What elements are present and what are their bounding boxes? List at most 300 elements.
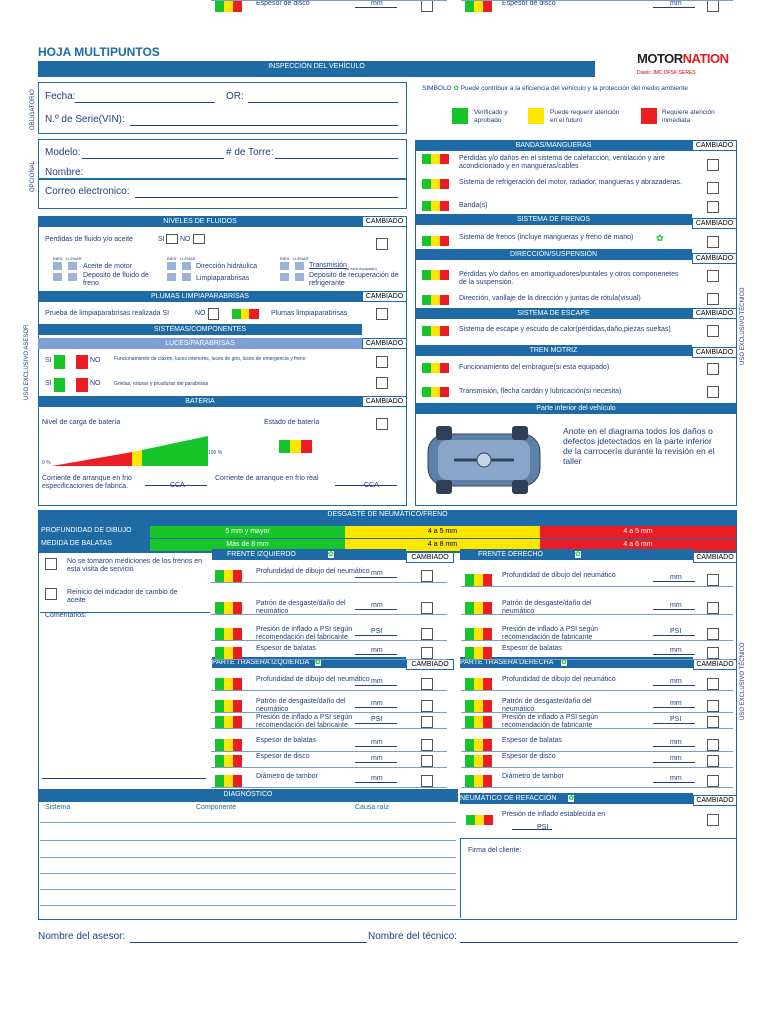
fi-cambiado-checkbox-0[interactable]: [421, 570, 433, 582]
refaccion-header: [460, 793, 693, 804]
fd-unit-0: mm: [670, 574, 682, 581]
vehicle-underside-diagram[interactable]: [424, 424, 544, 496]
comentarios-area[interactable]: [40, 612, 210, 784]
pct-100: 100 %: [208, 450, 223, 456]
fd-chip-0[interactable]: [465, 574, 492, 584]
plumas-prueba-label: Prueba de limpiaparabrisas realizada SI: [45, 310, 170, 317]
fluid-chip-aceite-2: [68, 262, 77, 270]
direccion-item-2: Dirección, varillaje de la dirección y juntas de rótula(visual): [459, 295, 641, 302]
no-medidas-checkbox[interactable]: [45, 558, 57, 570]
ti-item-1: Patrón de desgaste/daño del neumático: [256, 698, 346, 713]
ti-cambiado-checkbox-3[interactable]: [421, 739, 433, 751]
bateria-cambiado-checkbox[interactable]: [376, 418, 388, 430]
battery-gauge-yellow: [132, 450, 142, 466]
refaccion-psi-unit: PSI: [537, 824, 549, 831]
fd-unit-2: PSI: [670, 628, 682, 635]
fd-row-divider-3: [461, 659, 733, 660]
bandas-item-1: Pérdidas y/o daños en el sistema de calefacción, ventilación y aire acondicionado y en mangueras/cables: [459, 155, 665, 170]
tecnico-label: Nombre del técnico:: [368, 931, 457, 942]
fluid-chip-dir-2: [182, 262, 191, 270]
leaf-icon-fi: ✿: [327, 551, 334, 558]
td-item-0: Profundidad de dibujo del neumático: [502, 676, 616, 683]
fd-row-divider-0: [461, 586, 733, 587]
simbolo-text: Puede contribuir a la eficiencia del vehículo y la protección del medio ambiente: [460, 85, 688, 92]
ti-unit-4: mm: [371, 755, 383, 762]
balatas-green: Más de 8 mm: [150, 539, 345, 551]
td-item-2: Presión de inflado a PSI según recomendación de fabricante: [502, 714, 599, 729]
fi-unit-3: mm: [371, 647, 383, 654]
perdidas-si-checkbox[interactable]: [166, 234, 178, 244]
luces-header: LUCES/PARABRISAS: [38, 338, 362, 349]
tecnico-side-label-1: USO EXCLUSIVO TÉCNICO: [740, 287, 746, 365]
fi-chip-4[interactable]: [215, 0, 242, 10]
fd-cambiado-checkbox-1[interactable]: [707, 602, 719, 614]
fi-row-divider-0: [211, 582, 447, 583]
fd-row-divider-1: [461, 614, 733, 615]
bandas-item-3: Banda(s): [459, 202, 488, 209]
plumas-cambiado-checkbox[interactable]: [376, 308, 388, 320]
nombre-label: Nombre:: [45, 167, 84, 178]
ti-cambiado-checkbox-4[interactable]: [421, 755, 433, 767]
frenos-chip[interactable]: [422, 236, 449, 246]
ti-unit-5: mm: [371, 775, 383, 782]
diagnostico-line-0[interactable]: [40, 822, 456, 823]
luces-row2-red[interactable]: [76, 378, 88, 392]
td-cambiado-checkbox-3[interactable]: [707, 739, 719, 751]
bandas-header: BANDAS/MANGUERAS: [415, 140, 692, 151]
leaf-icon-td: ✿: [560, 659, 567, 666]
balatas-label: MEDIDA DE BALATAS: [41, 540, 112, 547]
fi-cambiado-checkbox-2[interactable]: [421, 628, 433, 640]
luces-row2-green[interactable]: [54, 378, 65, 392]
logo-sub: Dianic JMC DFSK SERES: [637, 70, 696, 76]
fd-item-2: Presión de inflado a PSI según recomendación de fabricante: [502, 626, 599, 641]
fluid-chip-aceite: [53, 262, 62, 270]
direccion-1-chip[interactable]: [422, 270, 449, 280]
perdidas-no: NO: [180, 236, 191, 243]
transmision-note: (si está equipado): [345, 266, 377, 271]
td-cambiado-checkbox-1[interactable]: [707, 700, 719, 712]
legend-green-text: Verificado y aprobado: [474, 109, 508, 124]
td-chip-3[interactable]: [465, 739, 492, 749]
fi-unit-4: mm: [371, 0, 383, 7]
fluidos-cambiado-checkbox[interactable]: [376, 238, 388, 250]
ti-chip-1[interactable]: [215, 700, 242, 710]
deposito-freno-label: Deposito de fluido de freno: [83, 272, 149, 287]
inferior-header: Parte inferior del vehículo: [415, 403, 737, 414]
estado-bateria-label: Estado de batería: [264, 419, 320, 426]
ti-row-divider-3: [211, 751, 447, 752]
fi-chip-2[interactable]: [215, 628, 242, 638]
asesor-label: Nombre del asesor:: [38, 931, 126, 942]
direccion-label: Dirección hidráulica: [196, 263, 258, 270]
leaf-icon-refaccion: ✿: [568, 795, 575, 802]
ti-row-divider-4: [211, 767, 447, 768]
luces-row1-no: NO: [90, 357, 101, 364]
motriz-2-cambiado-checkbox[interactable]: [707, 386, 719, 398]
cambiado-header-direccion: CAMBIADO: [692, 253, 737, 264]
bandas-2-chip[interactable]: [422, 179, 449, 189]
fd-title: FRENTE DERECHO: [478, 551, 543, 558]
ti-title: PARTE TRASERA IZQUIERDA: [212, 659, 309, 666]
fd-chip-1[interactable]: [465, 602, 492, 612]
cambiado-header-frenos: CAMBIADO: [692, 218, 737, 229]
fd-header: [460, 549, 693, 560]
bateria-header: BATERIA: [38, 396, 362, 407]
motriz-item-2: Transmisión, flecha cardán y lubricación(si necesita): [459, 388, 622, 395]
firma-area[interactable]: [460, 838, 737, 918]
td-unit-0: mm: [670, 678, 682, 685]
divider: [38, 178, 407, 180]
inferior-text: Anote en el diagrama todos los daños o defectos jdetectados en la parte inferior de la carrocería durante la revisión en el taller: [563, 426, 715, 466]
fi-cambiado-checkbox-1[interactable]: [421, 602, 433, 614]
reinicio-checkbox[interactable]: [45, 588, 57, 600]
plumas-status-chip[interactable]: [232, 309, 259, 319]
diag-causa: Causa raíz: [355, 804, 389, 811]
fluid-chip-ref-2: [295, 273, 304, 281]
direccion-2-chip[interactable]: [422, 295, 449, 305]
fi-cambiado-checkbox-3[interactable]: [421, 647, 433, 659]
or-label: OR:: [226, 91, 244, 102]
td-chip-2[interactable]: [465, 716, 492, 726]
leaf-icon: ✿: [453, 85, 459, 92]
logo-text-2: NATION: [682, 51, 729, 66]
fecha-input[interactable]: [75, 92, 215, 103]
fi-unit-2: PSI: [371, 628, 383, 635]
cambiado-header-motriz: CAMBIADO: [692, 347, 737, 358]
asesor-input[interactable]: [130, 932, 367, 943]
td-row-divider-0: [461, 690, 733, 691]
comentarios-label: Comentarios:: [45, 612, 87, 619]
nivel-carga-label: Nivel de carga de batería: [42, 419, 121, 426]
balatas-yellow: 4 a 8 mm: [345, 539, 540, 551]
td-unit-3: mm: [670, 739, 682, 746]
tiny-bien-3: BIEN: [280, 256, 290, 261]
ti-unit-2: PSI: [371, 716, 383, 723]
td-item-1: Patrón de desgaste/daño del neumático: [502, 698, 592, 713]
cca-spec-unit: CCA: [170, 482, 185, 489]
luces-row2-si: SI: [45, 380, 52, 387]
fd-unit-4: mm: [670, 0, 682, 7]
no-medidas-label: No se tomaron mediciones de los frenos en esta visita de servicio: [67, 558, 203, 573]
legend-red-swatch: [641, 108, 657, 124]
pct-0: 0 %: [42, 460, 51, 466]
luces-row2-no: NO: [90, 380, 101, 387]
bandas-3-chip[interactable]: [422, 201, 449, 211]
ti-item-3: Espesor de balatas: [256, 737, 316, 744]
fd-cambiado-checkbox-3[interactable]: [707, 647, 719, 659]
aceite-label: Aceite de motor: [83, 263, 133, 270]
direccion-header: DIRECCIÓN/SUSPENSIÓN: [415, 249, 692, 260]
fi-unit-1: mm: [371, 602, 383, 609]
simbolo-word: SIMBOLO: [422, 85, 452, 92]
td-row-divider-3: [461, 751, 733, 752]
modelo-label: Modelo:: [45, 147, 81, 158]
fd-item-0: Profundidad de dibujo del neumático: [502, 572, 616, 579]
prof-label: PROFUNDIDAD DE DIBUJO: [41, 527, 132, 534]
ti-row-divider-0: [211, 690, 447, 691]
direccion-1-cambiado-checkbox[interactable]: [707, 270, 719, 282]
escape-chip[interactable]: [422, 326, 449, 336]
cambiado-header-bateria: CAMBIADO: [362, 396, 407, 407]
cambiado-header: CAMBIADO: [362, 216, 407, 227]
escape-item: Sistema de escape y escudo de calor(pérdidas,daño,piezas sueltas): [459, 326, 671, 333]
luces-row1-green[interactable]: [54, 355, 65, 369]
correo-input[interactable]: [135, 187, 398, 198]
td-row-divider-1: [461, 712, 733, 713]
prof-red: 4 a 5 mm: [540, 526, 736, 538]
motriz-2-chip[interactable]: [422, 387, 449, 397]
tecnico-input[interactable]: [460, 932, 738, 943]
fi-item-4: Espesor de disco: [256, 0, 310, 7]
modelo-input[interactable]: [82, 148, 224, 159]
asesor-side-label: USO EXCLUSIVO ASESOR: [24, 324, 30, 400]
motriz-header: TREN MOTRIZ: [415, 345, 692, 356]
td-cambiado-checkbox-0[interactable]: [707, 678, 719, 690]
prof-green: 5 mm y mayor: [150, 526, 345, 538]
plumas-no-label: NO: [195, 310, 206, 317]
battery-gauge: [42, 432, 212, 468]
bandas-item-2: Sistema de refrigeración del motor, radiador, mangueras y abrazaderas.: [459, 179, 682, 186]
prof-yellow: 4 a 5 mm: [345, 526, 540, 538]
legend-yellow-text: Puede requerir atención en el futuro: [550, 109, 620, 124]
td-chip-1[interactable]: [465, 700, 492, 710]
sistemas-header: SISTEMAS/COMPONENTES: [38, 324, 362, 335]
fd-item-1: Patrón de desgaste/daño del neumático: [502, 600, 592, 615]
luces-row1-red[interactable]: [76, 355, 88, 369]
ti-unit-1: mm: [371, 700, 383, 707]
td-chip-5[interactable]: [465, 775, 492, 785]
fluid-chip-limp-2: [182, 273, 191, 281]
fi-item-0: Profundidad de dibujo del neumático: [256, 568, 370, 575]
bandas-3-cambiado-checkbox[interactable]: [707, 201, 719, 213]
escape-header: SISTEMA DE ESCAPE: [415, 308, 692, 319]
fd-chip-2[interactable]: [465, 628, 492, 638]
fd-item-4: Espesor de disco: [502, 0, 556, 7]
simbolo-label: [422, 85, 688, 93]
limpiaparabrisas-label: Limpiaparabrisas: [196, 275, 250, 282]
td-item-3: Espesor de balatas: [502, 737, 562, 744]
fi-item-2: Presión de inflado a PSI según recomendación del fabricante: [256, 626, 353, 641]
frenos-cambiado-checkbox[interactable]: [707, 236, 719, 248]
motriz-1-chip[interactable]: [422, 363, 449, 373]
cambiado-header-ti: CAMBIADO: [406, 659, 454, 670]
ti-chip-4[interactable]: [215, 755, 242, 765]
fi-chip-1[interactable]: [215, 602, 242, 612]
fecha-label: Fecha:: [45, 91, 76, 102]
fluid-chip-freno-2: [68, 273, 77, 281]
td-unit-2: PSI: [670, 716, 682, 723]
desgaste-header: DESGASTE DE NEUMÁTICO/FRENO: [38, 510, 737, 525]
td-cambiado-checkbox-5[interactable]: [707, 775, 719, 787]
fd-chip-4[interactable]: [465, 0, 492, 10]
bandas-1-cambiado-checkbox[interactable]: [707, 159, 719, 171]
diag-sistema: Sistema: [45, 804, 71, 811]
fi-cambiado-checkbox-4[interactable]: [421, 0, 433, 12]
direccion-item-1: Pérdidas y/o daños en amortiguadores/puntales y otros componenetes de la suspensión.: [459, 271, 679, 286]
td-item-4: Espesor de disco: [502, 753, 556, 760]
fi-unit-0: mm: [371, 570, 383, 577]
cambiado-header-td: CAMBIADO: [693, 659, 737, 670]
td-unit-4: mm: [670, 755, 682, 762]
firma-label: Firma del cliente:: [468, 847, 522, 854]
td-chip-4[interactable]: [465, 755, 492, 765]
legend-green-swatch: [452, 108, 468, 124]
fi-row-divider-3: [211, 659, 447, 660]
fd-unit-1: mm: [670, 602, 682, 609]
refaccion-item: Presión de inflado establecida en: [502, 811, 606, 818]
fi-item-3: Espesor de balatas: [256, 645, 316, 652]
fluid-chip-dir: [167, 262, 176, 270]
td-cambiado-checkbox-2[interactable]: [707, 716, 719, 728]
ti-unit-0: mm: [371, 678, 383, 685]
ti-chip-5[interactable]: [215, 775, 242, 785]
inspeccion-header: INSPECCIÓN DEL VEHÍCULO: [38, 61, 595, 77]
brand-logo: [637, 51, 729, 66]
fd-unit-3: mm: [670, 647, 682, 654]
frenos-header: SISTEMA DE FRENOS: [415, 214, 692, 225]
diagnostico-line-5[interactable]: [40, 905, 456, 906]
ti-chip-0[interactable]: [215, 678, 242, 688]
diagnostico-header: DIAGNÓSTICO: [38, 789, 458, 802]
luces-row1-cambiado-checkbox[interactable]: [376, 356, 388, 368]
leaf-icon-frenos: ✿: [656, 233, 664, 243]
luces-row2-cambiado-checkbox[interactable]: [376, 377, 388, 389]
td-chip-0[interactable]: [465, 678, 492, 688]
or-input[interactable]: [248, 92, 398, 103]
fi-header: [212, 549, 406, 560]
leaf-icon-ti: ✿: [314, 659, 321, 666]
luces-row1-si: SI: [45, 357, 52, 364]
cambiado-header-luces: CAMBIADO: [362, 338, 407, 349]
motriz-1-cambiado-checkbox[interactable]: [707, 363, 719, 375]
ti-item-0: Profundidad de dibujo del neumático: [256, 676, 370, 683]
ti-row-divider-1: [211, 712, 447, 713]
correo-label: Correo electronico:: [45, 186, 130, 197]
ti-item-2: Presión de inflado a PSI según recomendación del fabricante: [256, 714, 353, 729]
luces-row1-text: Funcionamiento de claxon, luces interiores, luces de giro, luces de emergencia y freno: [114, 356, 306, 362]
tiny-bien-2: BIEN: [167, 256, 177, 261]
fi-row-divider-4: [211, 0, 447, 1]
diagnostico-line-1[interactable]: [40, 840, 456, 841]
cca-real-unit: CCA: [364, 482, 379, 489]
td-cambiado-checkbox-4[interactable]: [707, 755, 719, 767]
plumas-header: PLUMAS LIMPIAPARABRISAS: [38, 291, 362, 302]
vin-input[interactable]: [130, 115, 398, 126]
ti-cambiado-checkbox-2[interactable]: [421, 716, 433, 728]
refaccion-chip[interactable]: [466, 815, 493, 825]
tiny-llenar-3: LLENAR: [293, 256, 309, 261]
torre-label: # de Torre:: [226, 147, 274, 158]
perdidas-si: SI: [158, 236, 165, 243]
battery-gauge-red: [52, 452, 132, 466]
fi-chip-3[interactable]: [215, 647, 242, 657]
diagnostico-line-2[interactable]: [40, 857, 456, 858]
cambiado-header-fi: CAMBIADO: [406, 552, 454, 563]
td-unit-1: mm: [670, 700, 682, 707]
obligatorio-box: [38, 82, 407, 134]
diag-componente: Componente: [196, 804, 237, 811]
fi-chip-0[interactable]: [215, 570, 242, 580]
reinicio-label: Reinicio del indicador de cambio de aceite: [67, 589, 178, 604]
td-title: PARTE TRASERA DERECHA: [460, 659, 553, 666]
cambiado-header-escape: CAMBIADO: [692, 308, 737, 319]
battery-gauge-green: [142, 436, 208, 466]
fd-cambiado-checkbox-2[interactable]: [707, 628, 719, 640]
fi-item-1: Patrón de desgaste/daño del neumático: [256, 600, 346, 615]
fd-cambiado-checkbox-0[interactable]: [707, 574, 719, 586]
fd-item-3: Espesor de balatas: [502, 645, 562, 652]
fluid-chip-trans-2: [295, 262, 304, 270]
perdidas-no-checkbox[interactable]: [193, 234, 205, 244]
balatas-red: 4 a 6 mm: [540, 539, 736, 551]
vin-label: N.º de Serie(VIN):: [45, 114, 125, 125]
page-title: HOJA MULTIPUNTOS: [38, 45, 160, 59]
corriente-real-label: Corriente de arranque en frio real: [215, 475, 319, 482]
diagnostico-line-4[interactable]: [40, 889, 456, 890]
motriz-item-1: Funcionamiento del embrague(si esta equipado): [459, 364, 610, 371]
ti-chip-3[interactable]: [215, 739, 242, 749]
cambiado-header-refaccion: CAMBIADO: [693, 795, 737, 806]
tecnico-side-label-2: USO EXCLUSIVO TÉCNICO: [740, 642, 746, 720]
fi-title: FRENTE IZQUIERDO: [227, 551, 296, 558]
legend-red-text: Requiere atención inmediata: [662, 109, 715, 124]
td-row-divider-2: [461, 728, 733, 729]
td-row-divider-4: [461, 767, 733, 768]
opcional-label: OPCIONAL: [30, 160, 36, 192]
diagnostico-line-3[interactable]: [40, 873, 456, 874]
ti-row-divider-5: [211, 787, 447, 788]
ti-cambiado-checkbox-5[interactable]: [421, 775, 433, 787]
estado-bateria-chip[interactable]: [279, 440, 312, 450]
escape-cambiado-checkbox[interactable]: [707, 325, 719, 337]
tiny-bien-1: BIEN: [53, 256, 63, 261]
obligatorio-label: OBLIGATORIO: [30, 89, 36, 130]
fluid-chip-limp: [167, 273, 176, 281]
ti-row-divider-2: [211, 728, 447, 729]
fd-row-divider-2: [461, 640, 733, 641]
fd-cambiado-checkbox-4[interactable]: [707, 0, 719, 12]
perdidas-label: Perdidas de fluido y/o aceite: [45, 236, 133, 243]
fd-row-divider-4: [461, 0, 733, 1]
plumas-no-checkbox[interactable]: [208, 308, 219, 320]
refaccion-cambiado-checkbox[interactable]: [707, 814, 719, 826]
fluidos-header: NIVELES DE FLUIDOS: [38, 216, 362, 227]
ti-chip-2[interactable]: [215, 716, 242, 726]
td-row-divider-5: [461, 787, 733, 788]
fi-row-divider-2: [211, 640, 447, 641]
comentarios-line: [42, 778, 206, 779]
tiny-llenar-2: LLENAR: [180, 256, 196, 261]
torre-input[interactable]: [275, 148, 398, 159]
refrigerante-label: Deposito de recuperación de refrigerante: [309, 272, 399, 287]
cambiado-header-plumas: CAMBIADO: [362, 291, 407, 302]
frenos-item: Sistema de frenos (incluye mangueras y freno de mano): [459, 234, 634, 241]
fd-chip-3[interactable]: [465, 647, 492, 657]
cambiado-header-fd: CAMBIADO: [693, 552, 737, 563]
fi-row-divider-1: [211, 614, 447, 615]
bandas-1-chip[interactable]: [422, 154, 449, 164]
bandas-2-cambiado-checkbox[interactable]: [707, 182, 719, 194]
ti-cambiado-checkbox-0[interactable]: [421, 678, 433, 690]
leaf-icon-fd: ✿: [574, 551, 581, 558]
cambiado-header-bandas: CAMBIADO: [692, 140, 737, 151]
direccion-2-cambiado-checkbox[interactable]: [707, 293, 719, 305]
fluid-chip-ref: [280, 273, 289, 281]
ti-cambiado-checkbox-1[interactable]: [421, 700, 433, 712]
fluid-chip-trans: [280, 262, 289, 270]
fluid-chip-freno: [53, 273, 62, 281]
